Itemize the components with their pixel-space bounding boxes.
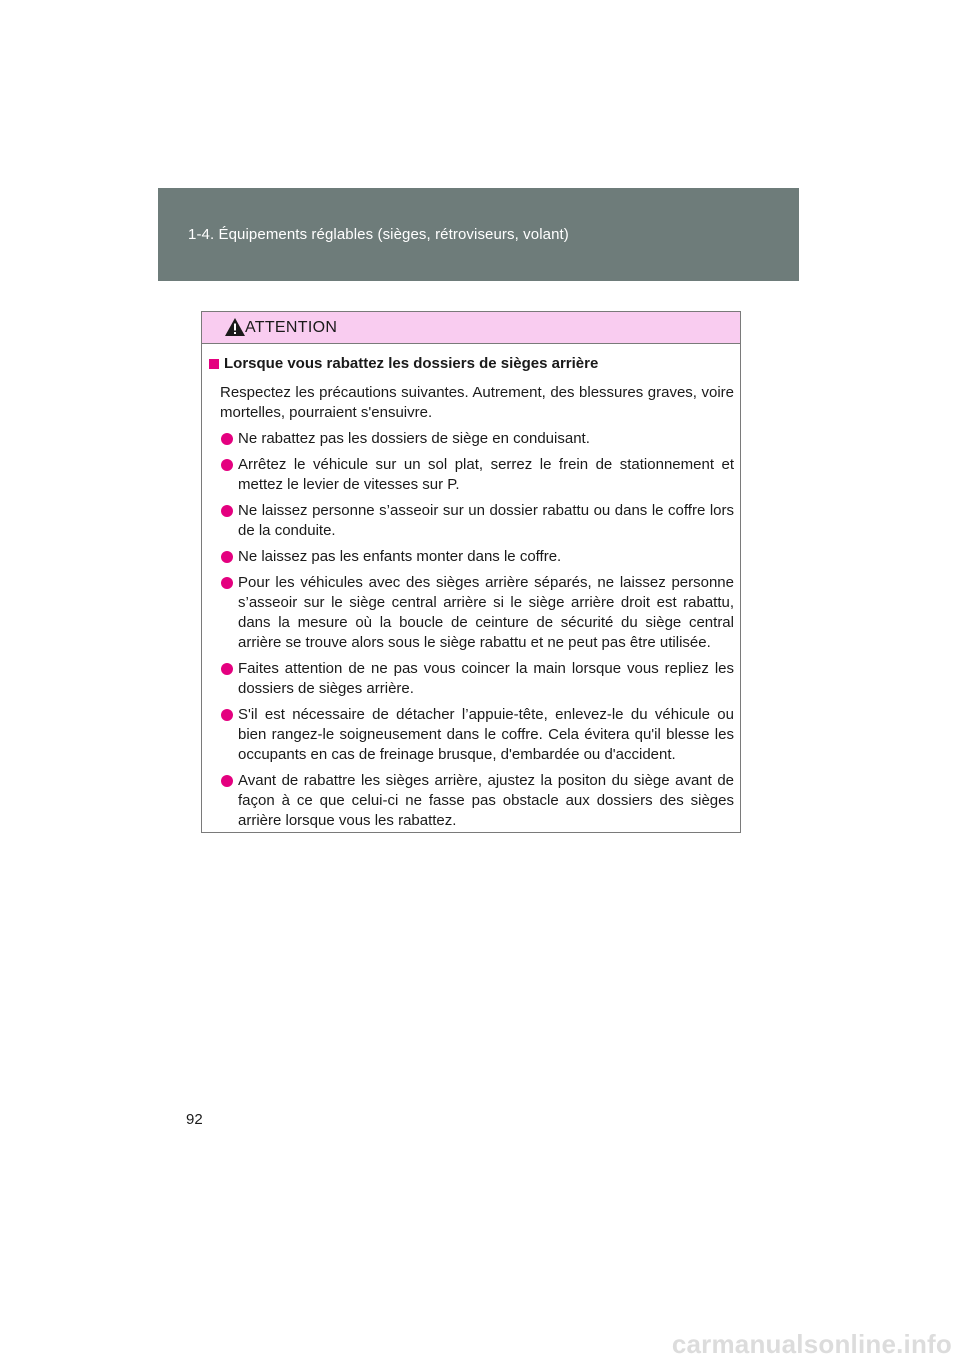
bullet-dot-icon bbox=[221, 433, 233, 445]
bullet-dot-icon bbox=[221, 775, 233, 787]
square-bullet-icon bbox=[209, 359, 219, 369]
bullet-dot-icon bbox=[221, 709, 233, 721]
bullet-dot-icon bbox=[221, 459, 233, 471]
bullet-dot-icon bbox=[221, 551, 233, 563]
section-title-text: Lorsque vous rabattez les dossiers de sièges arrière bbox=[224, 355, 599, 372]
list-item: Pour les véhicules avec des sièges arrière séparés, ne laissez personne s’asseoir sur le siège central arrière si le siège arrière droit est rabattu, dans la mesure où la boucle de ceinture de sécurité du siège central arrière se trouve alors sous le siège rabattu et ne peut pas être utilisée. bbox=[209, 573, 734, 653]
bullet-dot-icon bbox=[221, 663, 233, 675]
attention-header bbox=[202, 312, 740, 344]
bullet-dot-icon bbox=[221, 505, 233, 517]
watermark: carmanualsonline.info bbox=[671, 1329, 952, 1359]
section-title bbox=[209, 354, 734, 374]
list-item: Ne laissez pas les enfants monter dans le coffre. bbox=[209, 547, 734, 567]
attention-content bbox=[202, 344, 740, 831]
list-item: Arrêtez le véhicule sur un sol plat, serrez le frein de stationnement et mettez le levier de vitesses sur P. bbox=[209, 455, 734, 495]
attention-box bbox=[201, 311, 741, 833]
list-item: S'il est nécessaire de détacher l’appuie-tête, enlevez-le du véhicule ou bien rangez-le soigneusement dans le coffre. Cela évitera qu'il blesse les occupants en cas de freinage brusque, d'embardée ou d'accident. bbox=[209, 705, 734, 765]
list-item: Avant de rabattre les sièges arrière, ajustez la positon du siège avant de façon à ce que celui-ci ne fasse pas obstacle aux dossiers des sièges arrière lorsque vous les rabattez. bbox=[209, 771, 734, 831]
list-item: Ne laissez personne s’asseoir sur un dossier rabattu ou dans le coffre lors de la conduite. bbox=[209, 501, 734, 541]
warning-triangle-icon bbox=[224, 317, 246, 337]
list-item: Faites attention de ne pas vous coincer la main lorsque vous repliez les dossiers de sièges arrière. bbox=[209, 659, 734, 699]
page-number: 92 bbox=[186, 1111, 203, 1128]
section-header-band bbox=[158, 188, 799, 281]
section-header-title: 1-4. Équipements réglables (sièges, rétroviseurs, volant) bbox=[188, 226, 569, 243]
attention-label: ATTENTION bbox=[245, 319, 338, 336]
bullet-dot-icon bbox=[221, 577, 233, 589]
list-item: Ne rabattez pas les dossiers de siège en conduisant. bbox=[209, 429, 734, 449]
intro-paragraph: Respectez les précautions suivantes. Autrement, des blessures graves, voire mortelles, pourraient s'ensuivre. bbox=[220, 384, 734, 421]
precaution-list bbox=[209, 429, 734, 831]
